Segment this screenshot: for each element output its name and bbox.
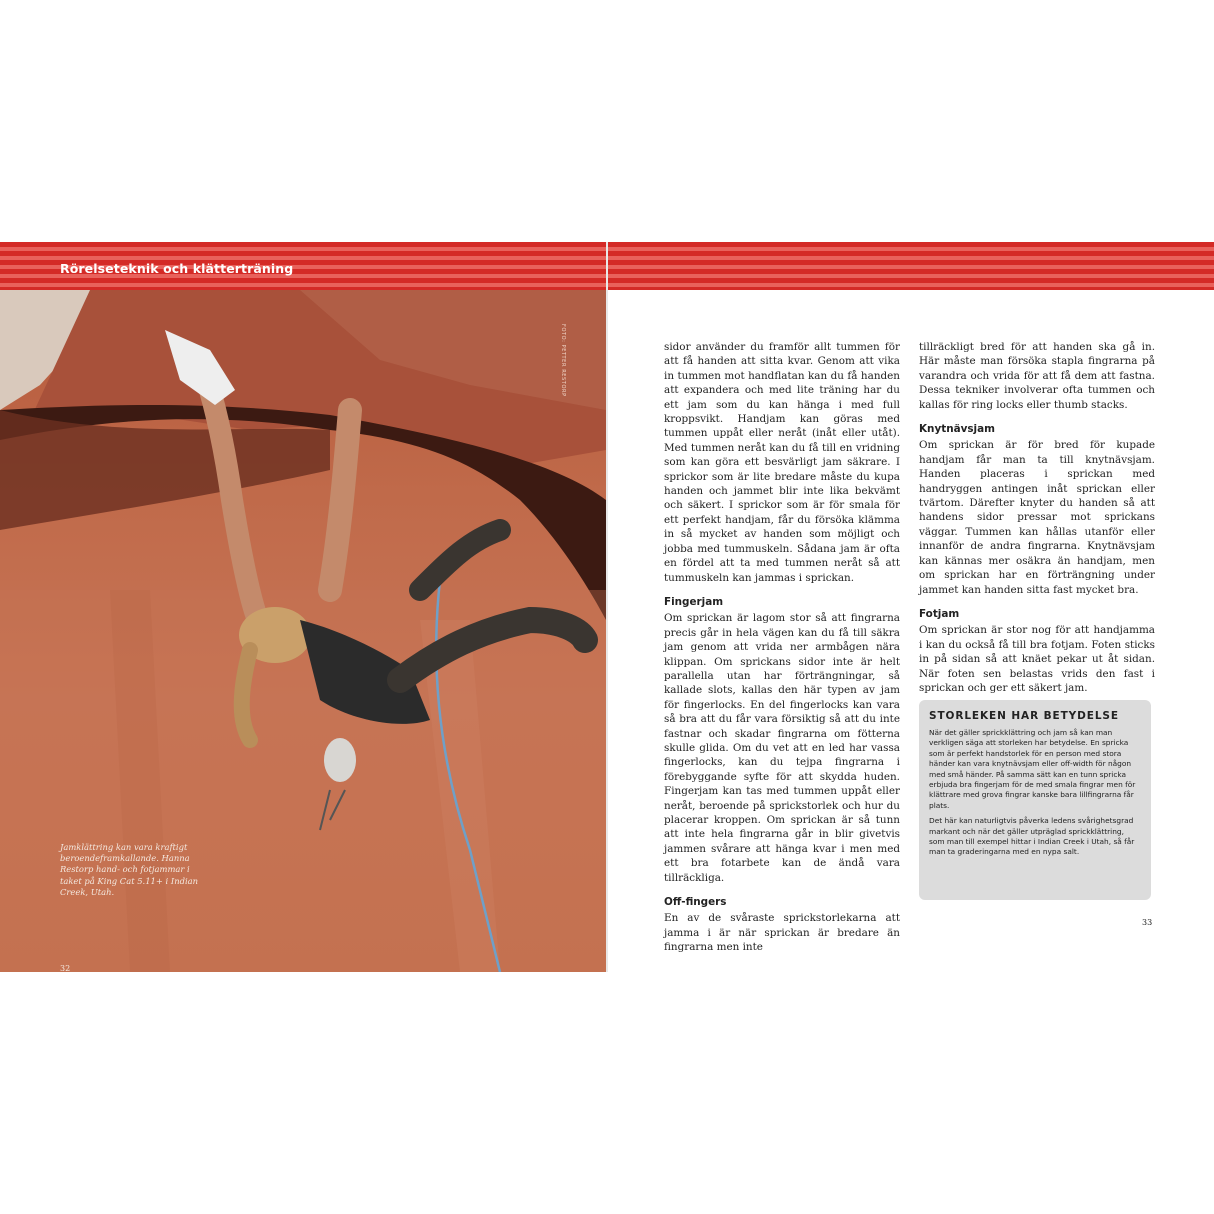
subheading-off-fingers: Off-fingers — [664, 896, 727, 909]
text-column-1 — [664, 340, 900, 955]
photo-caption: Jamklättring kan vara kraftigt beroendeframkallande. Hanna Restorp hand- och fotjammar i taket på King Cat 5.11+ i Indian Creek, Utah. — [60, 842, 199, 897]
paragraph: Om sprickan är stor nog för att handjamma i kan du också få till bra fotjam. Foten sticks in på sidan så att knäet pekar ut åt sidan. När foten sen belastas vrids den fast i sprickan och ger ett säkert jam. — [919, 624, 1155, 694]
climber-upper-arm — [330, 410, 350, 590]
subheading-knytnavsjam: Knytnävsjam — [919, 423, 995, 436]
sidebar-box-paragraph: När det gäller sprickklättring och jam så kan man verkligen säga att storleken har betydelse. En spricka som är perfekt handstorlek för en person med stora händer kan vara knytnävsjam eller off-width för någon med små händer. På samma sätt kan en tunn spricka erbjuda bra fingerjam för de med smala fingrar men för klättrare med grova fingrar kanske bara lillfingrarna får plats. — [929, 728, 1136, 810]
header-band-right — [608, 242, 1214, 290]
section-title: Rörelseteknik och klätterträning — [60, 261, 294, 276]
climber-leg-upper — [420, 530, 500, 590]
text-column-2 — [919, 340, 1155, 695]
page-gutter — [606, 242, 608, 972]
sidebar-box-title: STORLEKEN HAR BETYDELSE — [929, 710, 1119, 722]
photo-credit: FOTO: PETTER RESTORP — [560, 324, 566, 397]
sidebar-box-paragraph: Det här kan naturligtvis påverka ledens svårighetsgrad markant och när det gäller utpräglad sprickklättring, som man till exempel hittar i Indian Creek i Utah, så får man ta graderingarna med en nypa salt. — [929, 816, 1135, 857]
climbing-photo — [0, 290, 606, 972]
page-number-right: 33 — [1142, 918, 1153, 927]
subheading-fotjam: Fotjam — [919, 607, 960, 620]
paragraph: sidor använder du framför allt tummen för att få handen att sitta kvar. Genom att vika in tummen mot handflatan kan du få handen att expandera och med lite träning har du ett jam som du kan hänga i med full kroppsvikt. Handjam kan göras med tummen uppåt eller neråt (inåt eller utåt). Med tummen neråt kan du få till en vridning som kan göra ett besvärligt jam säkrare. I sprickor som är lite bredare måste du kupa handen och jammet blir inte lika bekvämt och säkert. I sprickor som är för smala för ett perfekt handjam, får du försöka klämma in så mycket av handen som möjligt och jobba med tummuskeln. Sådana jam är ofta en fördel att ta med tummen neråt så att tummuskeln kan jammas i sprickan. — [664, 341, 900, 584]
paragraph: Om sprickan är lagom stor så att fingrarna precis går in hela vägen kan du få till säkra jam genom att vrida ner armbågen nära klippan. Om sprickans sidor inte är helt parallella utan har förträngningar, så kallade slots, kallas den här typen av jam för fingerlocks. En del fingerlocks kan vara så bra att du får vara försiktig så att du inte fastnar och skadar fingrarna om fötterna skulle glida. Om du vet att en led har vassa fingerlocks, kan du tejpa fingrarna i förebyggande syfte för att skydda huden. Fingerjam kan tas med tummen uppåt eller neråt, beroende på sprickstorlek och hur du placerar kroppen. Om sprickan är så tunn att inte hela fingrarna går in blir givetvis jammen svårare att hänga kvar i men med ett bra fotarbete kan de ändå vara tillräckliga. — [664, 612, 900, 884]
book-spread — [0, 242, 1214, 972]
subheading-fingerjam: Fingerjam — [664, 595, 724, 608]
sidebar-box — [919, 700, 1151, 900]
page-number-left: 32 — [60, 964, 71, 972]
ponytail — [242, 650, 250, 740]
chalk-bag — [324, 738, 356, 782]
header-band-left — [0, 242, 606, 290]
paragraph: tillräckligt bred för att handen ska gå in. Här måste man försöka stapla fingrarna på varandra och vrida för att få dem att fastna. Dessa tekniker involverar ofta tummen och kallas för ring locks eller thumb stacks. — [919, 341, 1155, 411]
paragraph: En av de svåraste sprickstorlekarna att jamma i är när sprickan är bredare än fingrarna men inte — [664, 912, 900, 954]
paragraph: Om sprickan är för bred för kupade handjam får man ta till knytnävsjam. Handen placeras i sprickan med handryggen antingen inåt sprickan eller tvärtom. Därefter knyter du handen så att handens sidor pressar mot sprickans väggar. Tummen kan hållas utanför eller innanför de andra fingrarna. Knytnävsjam kan kännas mer osäkra än handjam, men om sprickan har en förträngning under jammet kan handen sitta fast mycket bra. — [919, 439, 1155, 596]
